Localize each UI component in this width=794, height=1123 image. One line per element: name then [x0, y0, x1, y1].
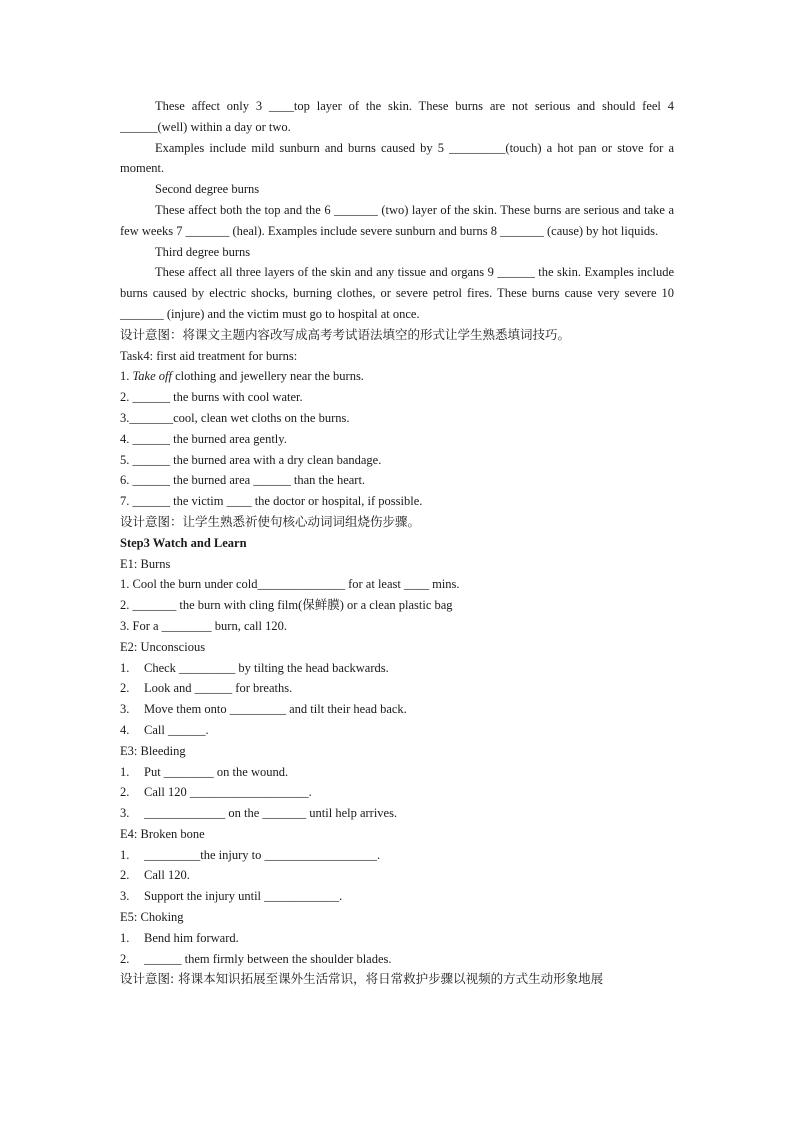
e5-item-2-text: ______ them firmly between the shoulder blades.	[144, 951, 392, 966]
design-note-1: 设计意图：将课文主题内容改写成高考考试语法填空的形式让学生熟悉填词技巧。	[120, 326, 571, 342]
e2-item-4-number: 4.	[120, 722, 130, 737]
design-note-3: 设计意图: 将课本知识拓展至课外生活常识，将日常救护步骤以视频的方式生动形象地展	[120, 971, 604, 987]
e2-item-2-number: 2.	[120, 681, 130, 696]
e5-item-2-number: 2.	[120, 951, 130, 966]
e1-item-1: 1. Cool the burn under cold______________ for at least ____ mins.	[120, 577, 460, 592]
e4-item-3-number: 3.	[120, 889, 130, 904]
task4-item-1-rest: clothing and jewellery near the burns.	[171, 369, 364, 384]
e3-item-3-number: 3.	[120, 806, 130, 821]
passage-paragraph-third-degree: These affect all three layers of the skin and any tissue and organs 9 ______ the skin. Examples include burns caused by electric shocks, burning clothes, or severe petrol fires. These burns cause very severe 10 _______ (injure) and the victim must go to hospital at once.	[120, 265, 674, 321]
task4-title: Task4: first aid treatment for burns:	[120, 348, 298, 363]
e2-item-2	[120, 678, 674, 699]
task4-item-3: 3._______cool, clean wet cloths on the burns.	[120, 410, 350, 425]
e5-title: E5: Choking	[120, 910, 184, 925]
e2-item-2-text: Look and ______ for breaths.	[144, 681, 293, 696]
e4-item-1-number: 1.	[120, 847, 130, 862]
e4-item-2-number: 2.	[120, 868, 130, 883]
e3-item-3-text: _____________ on the _______ until help arrives.	[144, 806, 398, 821]
task4-item-7: 7. ______ the victim ____ the doctor or hospital, if possible.	[120, 494, 423, 509]
task4-item-1	[120, 366, 674, 387]
e4-item-2	[120, 865, 674, 886]
e2-item-3-number: 3.	[120, 702, 130, 717]
e3-item-2-text: Call 120 ___________________.	[144, 785, 312, 800]
passage-paragraph-examples: Examples include mild sunburn and burns caused by 5 _________(touch) a hot pan or stove for a moment.	[120, 140, 674, 176]
e3-item-1	[120, 762, 674, 783]
task4-item-2: 2. ______ the burns with cool water.	[120, 390, 303, 405]
e2-item-1	[120, 658, 674, 679]
task4-item-1-phrase: Take off	[132, 369, 172, 384]
e2-item-4	[120, 720, 674, 741]
task4-item-5: 5. ______ the burned area with a dry clean bandage.	[120, 452, 382, 467]
passage-heading-third-degree: Third degree burns	[155, 244, 251, 259]
e3-item-3	[120, 803, 674, 824]
e2-item-3-text: Move them onto _________ and tilt their head back.	[144, 702, 407, 717]
e5-item-1-number: 1.	[120, 930, 130, 945]
e2-item-1-text: Check _________ by tilting the head backwards.	[144, 660, 389, 675]
task4-item-6: 6. ______ the burned area ______ than the heart.	[120, 473, 366, 488]
e3-title: E3: Bleeding	[120, 743, 186, 758]
passage-paragraph-second-degree: These affect both the top and the 6 _______ (two) layer of the skin. These burns are serious and take a few weeks 7 _______ (heal). Examples include severe sunburn and burns 8 _______ (cause) by hot liquids.	[120, 202, 674, 238]
e5-item-2	[120, 949, 674, 970]
passage-paragraph-first-degree: These affect only 3 ____top layer of the skin. These burns are not serious and should feel 4 ______(well) within a day or two.	[120, 99, 674, 134]
e3-item-1-number: 1.	[120, 764, 130, 779]
e4-item-3-text: Support the injury until ____________.	[144, 889, 343, 904]
worksheet-page	[120, 96, 674, 990]
e4-item-3	[120, 886, 674, 907]
e2-item-4-text: Call ______.	[144, 722, 209, 737]
e3-item-1-text: Put ________ on the wound.	[144, 764, 289, 779]
e2-item-3	[120, 699, 674, 720]
e5-item-1	[120, 928, 674, 949]
e5-item-1-text: Bend him forward.	[144, 930, 239, 945]
e1-item-2: 2. _______ the burn with cling film(保鲜膜) or a clean plastic bag	[120, 598, 453, 613]
e2-title: E2: Unconscious	[120, 639, 206, 654]
e3-item-2	[120, 782, 674, 803]
e2-item-1-number: 1.	[120, 660, 130, 675]
task4-item-1-number: 1.	[120, 369, 133, 384]
e1-item-3: 3. For a ________ burn, call 120.	[120, 618, 287, 633]
task4-item-4: 4. ______ the burned area gently.	[120, 431, 287, 446]
design-note-2: 设计意图：让学生熟悉祈使句核心动词词组烧伤步骤。	[120, 513, 421, 529]
step3-title: Step3 Watch and Learn	[120, 535, 247, 550]
e4-item-2-text: Call 120.	[144, 868, 190, 883]
e3-item-2-number: 2.	[120, 785, 130, 800]
e1-title: E1: Burns	[120, 556, 171, 571]
e4-item-1-text: _________the injury to __________________.	[144, 847, 381, 862]
e4-title: E4: Broken bone	[120, 826, 205, 841]
e4-item-1	[120, 845, 674, 866]
passage-heading-second-degree: Second degree burns	[155, 182, 260, 197]
